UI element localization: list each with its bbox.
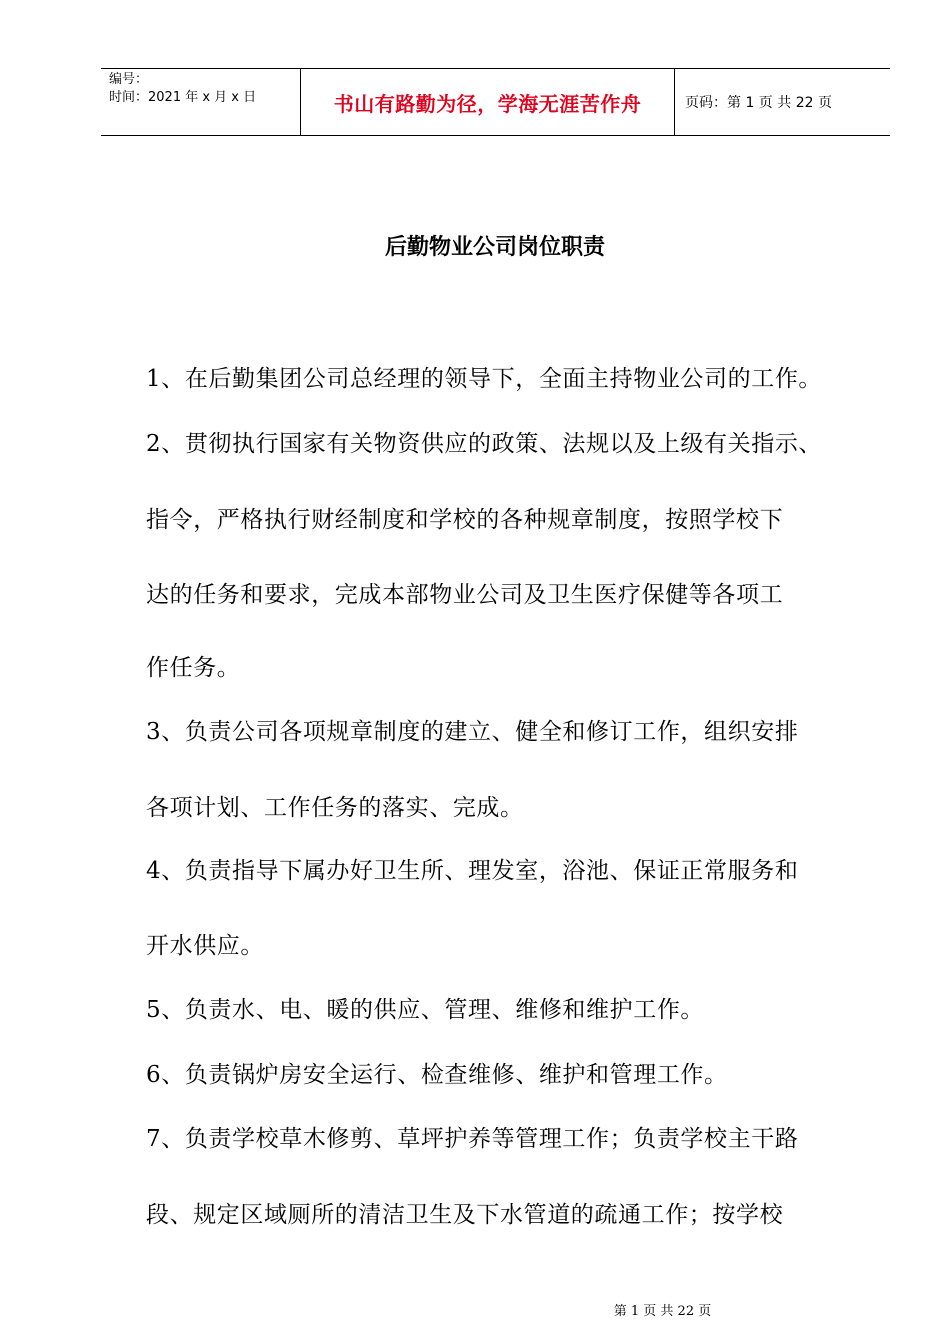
header-page-cell <box>675 69 890 135</box>
page-footer: 第 1 页 共 22 页 <box>613 1304 712 1319</box>
time-label: 时间：2021 年 x 月 x 日 <box>109 90 257 105</box>
text-line: 达的任务和要求，完成本部物业公司及卫生医疗保健等各项工 <box>146 582 784 608</box>
text-line: 7、负责学校草木修剪、草坪护养等管理工作；负责学校主干路 <box>146 1126 799 1152</box>
document-title: 后勤物业公司岗位职责 <box>384 235 605 260</box>
text-line: 作任务。 <box>146 655 241 681</box>
text-line: 各项计划、工作任务的落实、完成。 <box>146 795 524 821</box>
text-line: 3、负责公司各项规章制度的建立、健全和修订工作，组织安排 <box>146 719 799 745</box>
text-line: 2、贯彻执行国家有关物资供应的政策、法规以及上级有关指示、 <box>146 431 823 457</box>
page-header <box>101 68 890 136</box>
text-line: 指令，严格执行财经制度和学校的各种规章制度，按照学校下 <box>146 507 784 533</box>
text-line: 开水供应。 <box>146 933 264 959</box>
page-info: 页码：第 1 页 共 22 页 <box>685 95 832 111</box>
text-line: 1、在后勤集团公司总经理的领导下，全面主持物业公司的工作。 <box>146 366 823 392</box>
text-line: 段、规定区域厕所的清洁卫生及下水管道的疏通工作；按学校 <box>146 1202 784 1228</box>
header-meta-cell <box>101 69 301 135</box>
text-line: 6、负责锅炉房安全运行、检查维修、维护和管理工作。 <box>146 1062 728 1088</box>
motto-text: 书山有路勤为径，学海无涯苦作舟 <box>333 91 642 116</box>
text-line: 5、负责水、电、暖的供应、管理、维修和维护工作。 <box>146 997 705 1023</box>
number-label: 编号： <box>109 72 149 87</box>
text-line: 4、负责指导下属办好卫生所、理发室，浴池、保证正常服务和 <box>146 858 799 884</box>
header-motto-cell <box>301 69 675 135</box>
